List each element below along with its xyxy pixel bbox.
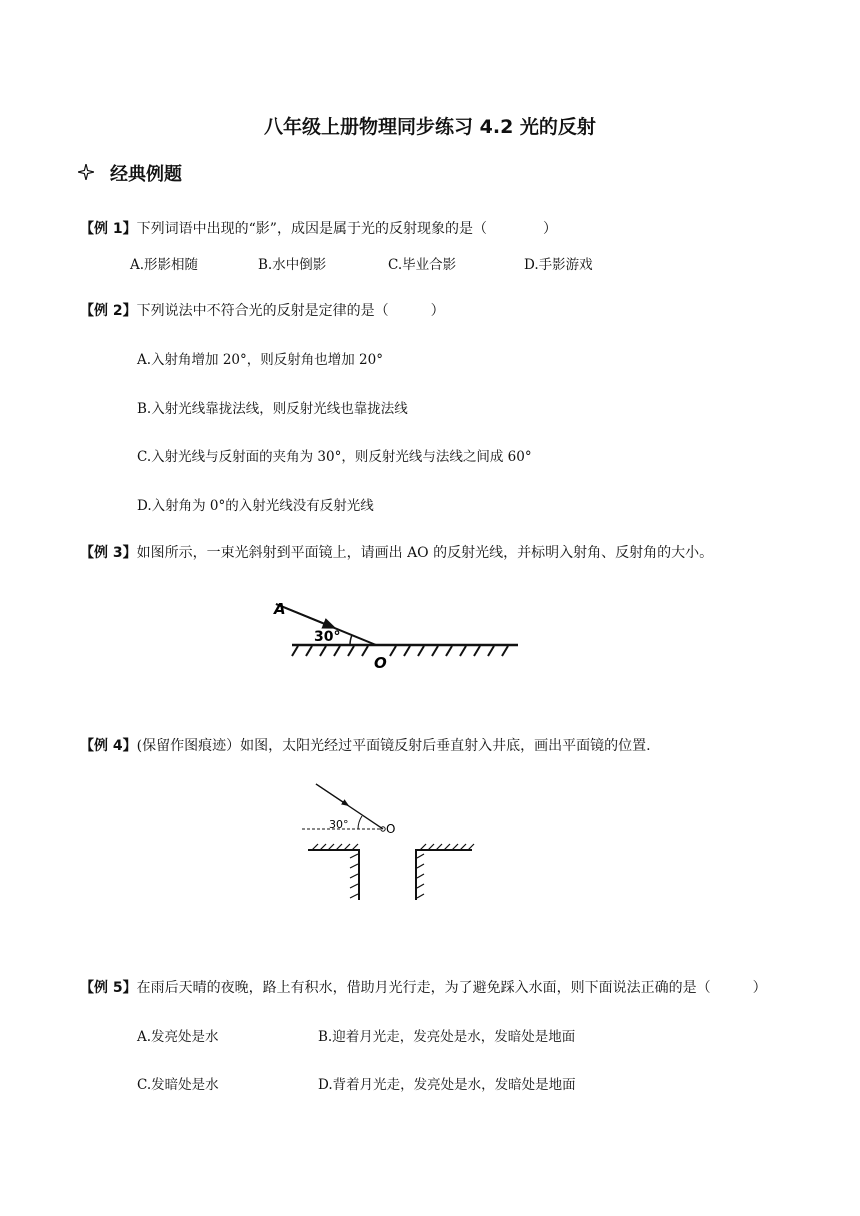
q5-option-a: A.发亮处是水 xyxy=(137,1029,219,1045)
question-tag: 【例 1】 xyxy=(80,221,137,237)
page-title: 八年级上册物理同步练习 4.2 光的反射 xyxy=(264,116,596,138)
question-text: 下列词语中出现的“影”，成因是属于光的反射现象的是（ ） xyxy=(136,221,557,237)
question-tag: 【例 3】 xyxy=(80,545,137,561)
q2-option-a: A.入射角增加 20°，则反射角也增加 20° xyxy=(137,352,383,368)
left-wall-hatching xyxy=(312,844,358,898)
question-tag: 【例 4】 xyxy=(80,738,137,754)
question-tag: 【例 2】 xyxy=(80,303,137,319)
mirror-hatching xyxy=(292,646,508,656)
mirror-figure-1 xyxy=(270,590,530,680)
question-2 xyxy=(80,300,445,320)
angle-label: 30° xyxy=(329,818,349,831)
label-a: A xyxy=(274,600,286,618)
question-5 xyxy=(80,977,767,997)
ray-arrow xyxy=(316,784,346,804)
q1-option-b: B.水中倒影 xyxy=(258,257,327,273)
question-3 xyxy=(80,542,713,562)
question-4 xyxy=(80,735,651,755)
question-tag: 【例 5】 xyxy=(80,980,137,996)
label-o: O xyxy=(386,822,396,836)
q5-option-b: B.迎着月光走，发亮处是水，发暗处是地面 xyxy=(318,1029,576,1045)
question-1 xyxy=(80,218,557,238)
angle-arc xyxy=(350,635,352,645)
question-text: (保留作图痕迹）如图，太阳光经过平面镜反射后垂直射入井底，画出平面镜的位置. xyxy=(136,738,651,754)
q2-option-c: C.入射光线与反射面的夹角为 30°，则反射光线与法线之间成 60° xyxy=(137,449,532,465)
well-figure xyxy=(300,778,480,903)
section-label: 经典例题 xyxy=(110,164,182,185)
right-wall-hatching xyxy=(417,844,474,898)
four-point-star-icon xyxy=(78,164,100,185)
question-text: 下列说法中不符合光的反射是定律的是（ ） xyxy=(136,303,445,319)
q5-option-c: C.发暗处是水 xyxy=(137,1077,219,1093)
angle-arc xyxy=(358,816,362,829)
section-heading xyxy=(78,160,182,186)
q2-option-d: D.入射角为 0°的入射光线没有反射光线 xyxy=(137,498,374,514)
q1-option-d: D.手影游戏 xyxy=(524,257,593,273)
right-wall xyxy=(416,850,472,900)
question-text: 在雨后天晴的夜晚，路上有积水，借助月光行走，为了避免踩入水面，则下面说法正确的是（ ） xyxy=(136,980,767,996)
q1-option-c: C.毕业合影 xyxy=(388,257,457,273)
angle-label: 30° xyxy=(314,629,341,645)
question-text: 如图所示，一束光斜射到平面镜上，请画出 AO 的反射光线，并标明入射角、反射角的大小。 xyxy=(136,545,714,561)
q1-option-a: A.形影相随 xyxy=(130,257,199,273)
label-o: O xyxy=(374,654,387,672)
q2-option-b: B.入射光线靠拢法线，则反射光线也靠拢法线 xyxy=(137,401,408,417)
q5-option-d: D.背着月光走，发亮处是水，发暗处是地面 xyxy=(318,1077,576,1093)
